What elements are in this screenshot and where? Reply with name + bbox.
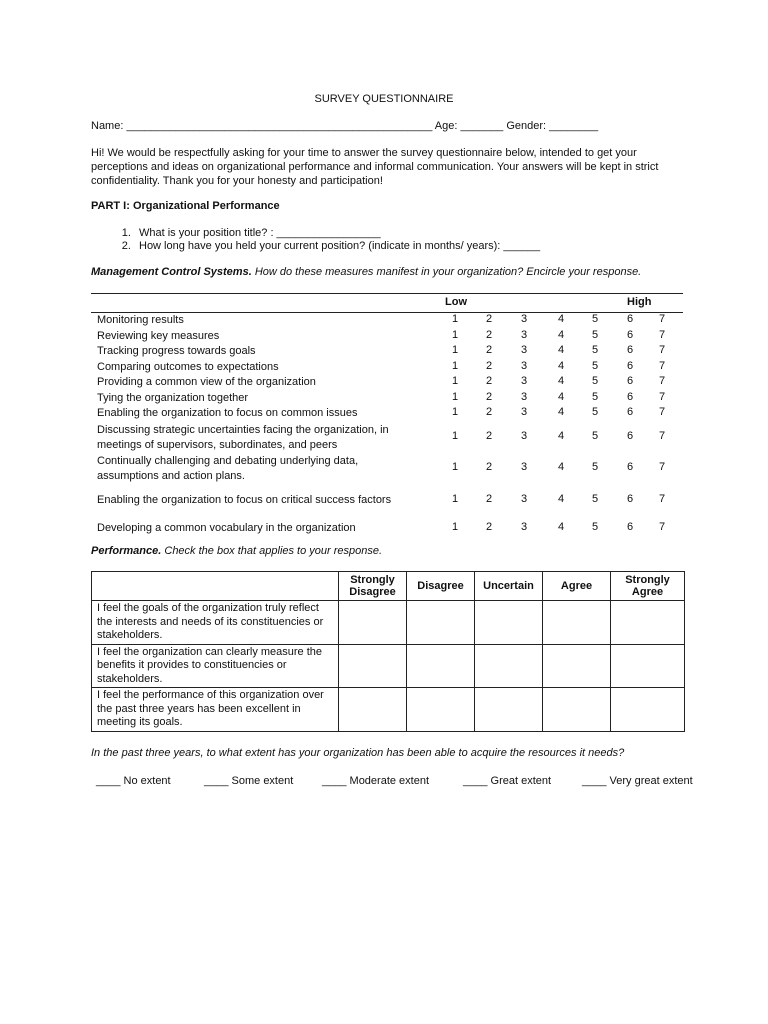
scale-option-6[interactable]: 6 [626,375,634,387]
scale-option-6[interactable]: 6 [626,390,634,403]
scale-row [91,360,683,376]
scale-row [91,344,683,360]
question-position-duration: 2. How long have you held your current position? (indicate in months/ years): ______ [134,240,540,253]
scale-option-6[interactable]: 6 [626,520,634,533]
performance-likert-table [91,571,685,732]
scale-option-5[interactable]: 5 [591,328,599,341]
scale-option-7[interactable]: 7 [658,328,666,341]
scale-row [91,375,683,391]
scale-option-2[interactable]: 2 [485,460,493,473]
scale-option-7[interactable]: 7 [658,429,666,442]
scale-option-1[interactable]: 1 [451,390,459,403]
scale-option-7[interactable]: 7 [658,375,666,387]
scale-option-3[interactable]: 3 [520,492,528,505]
scale-option-3[interactable]: 3 [520,359,528,372]
scale-option-1[interactable]: 1 [451,492,459,505]
scale-option-4[interactable]: 4 [557,429,565,442]
scale-option-4[interactable]: 4 [557,460,565,473]
scale-option-6[interactable]: 6 [626,359,634,372]
extent-option-moderate[interactable]: ____ Moderate extent [322,775,430,787]
scale-option-2[interactable]: 2 [485,390,493,403]
scale-row [91,406,683,422]
scale-option-4[interactable]: 4 [557,375,565,387]
mcs-instruction: How do these measures manifest in your organization? Encircle your response. [251,266,642,278]
scale-option-4[interactable]: 4 [557,520,565,533]
likert-checkbox-cell[interactable] [475,601,543,645]
likert-checkbox-cell[interactable] [407,601,475,645]
scale-option-2[interactable]: 2 [485,520,493,533]
scale-option-7[interactable]: 7 [658,520,666,533]
scale-option-7[interactable]: 7 [658,313,666,325]
scale-option-3[interactable]: 3 [520,375,528,387]
scale-option-4[interactable]: 4 [557,344,565,356]
document-title: SURVEY QUESTIONNAIRE [314,93,454,105]
scale-item-label: Enabling the organization to focus on common issues [97,407,358,419]
extent-option-great[interactable]: ____ Great extent [463,775,552,787]
scale-option-1[interactable]: 1 [451,375,459,387]
scale-option-2[interactable]: 2 [485,344,493,356]
extent-option-some[interactable]: ____ Some extent [204,775,294,787]
likert-header-strongly-agree: Strongly Agree [611,572,685,601]
scale-option-2[interactable]: 2 [485,429,493,442]
scale-header [91,294,683,312]
scale-option-5[interactable]: 5 [591,460,599,473]
scale-option-1[interactable]: 1 [451,344,459,356]
scale-item-label: Developing a common vocabulary in the organization [97,521,356,534]
scale-option-6[interactable]: 6 [626,328,634,341]
scale-option-4[interactable]: 4 [557,492,565,505]
scale-rows [91,313,683,538]
scale-option-2[interactable]: 2 [485,313,493,325]
scale-item-label: Continually challenging and debating underlying data, assumptions and action plans. [97,454,359,482]
likert-checkbox-cell[interactable] [339,688,407,732]
likert-row [92,601,685,645]
scale-option-3[interactable]: 3 [520,520,528,533]
part1-title: PART I: Organizational Performance [91,200,280,212]
scale-row [91,515,683,538]
scale-option-3[interactable]: 3 [520,344,528,356]
scale-option-3[interactable]: 3 [520,328,528,341]
resources-question: In the past three years, to what extent has your organization has been able to acquire the resources it needs? [91,747,625,759]
scale-option-1[interactable]: 1 [451,406,459,418]
scale-option-2[interactable]: 2 [485,492,493,505]
scale-high-label: High [627,296,652,308]
scale-option-7[interactable]: 7 [658,406,666,418]
scale-option-3[interactable]: 3 [520,429,528,442]
scale-row [91,484,683,515]
scale-option-7[interactable]: 7 [658,390,666,403]
scale-option-7[interactable]: 7 [658,344,666,356]
scale-low-label: Low [445,296,467,308]
scale-option-3[interactable]: 3 [520,460,528,473]
scale-item-label: Enabling the organization to focus on critical success factors [97,493,392,506]
likert-checkbox-cell[interactable] [407,688,475,732]
scale-option-6[interactable]: 6 [626,313,634,325]
likert-header-strongly-disagree: Strongly Disagree [339,572,407,601]
extent-option-no[interactable]: ____ No extent [96,775,171,787]
scale-row [91,453,683,484]
scale-row [91,391,683,407]
scale-option-2[interactable]: 2 [485,375,493,387]
likert-header-disagree: Disagree [407,572,475,601]
likert-checkbox-cell[interactable] [611,688,685,732]
scale-option-6[interactable]: 6 [626,406,634,418]
scale-option-1[interactable]: 1 [451,460,459,473]
likert-checkbox-cell[interactable] [339,601,407,645]
likert-statement: I feel the goals of the organization truly reflect the interests and needs of its constituencies or stakeholders. [92,601,339,645]
scale-option-7[interactable]: 7 [658,460,666,473]
scale-option-1[interactable]: 1 [451,328,459,341]
scale-option-4[interactable]: 4 [557,359,565,372]
scale-option-7[interactable]: 7 [658,359,666,372]
likert-checkbox-cell[interactable] [407,644,475,688]
scale-option-5[interactable]: 5 [591,520,599,533]
mcs-heading: Management Control Systems. [91,266,252,278]
scale-item-label: Discussing strategic uncertainties facing the organization, in meetings of supervisors, subordinates, and peers [97,423,389,451]
scale-option-4[interactable]: 4 [557,406,565,418]
scale-option-1[interactable]: 1 [451,313,459,325]
scale-option-5[interactable]: 5 [591,390,599,403]
scale-option-5[interactable]: 5 [591,359,599,372]
scale-option-5[interactable]: 5 [591,429,599,442]
scale-item-label: Monitoring results [97,314,184,326]
likert-header-agree: Agree [543,572,611,601]
scale-option-4[interactable]: 4 [557,313,565,325]
scale-option-3[interactable]: 3 [520,390,528,403]
likert-checkbox-cell[interactable] [543,601,611,645]
likert-checkbox-cell[interactable] [611,644,685,688]
scale-option-3[interactable]: 3 [520,313,528,325]
scale-option-4[interactable]: 4 [557,390,565,403]
likert-header-uncertain: Uncertain [475,572,543,601]
scale-item-label: Tying the organization together [97,391,249,404]
scale-option-6[interactable]: 6 [626,460,634,473]
scale-item-label: Tracking progress towards goals [97,345,256,357]
scale-option-1[interactable]: 1 [451,359,459,372]
question-list [91,227,540,253]
scale-option-5[interactable]: 5 [591,492,599,505]
scale-option-2[interactable]: 2 [485,359,493,372]
likert-checkbox-cell[interactable] [475,644,543,688]
scale-row [91,329,683,345]
name-age-gender-line: Name: __________________________________________________ Age: _______ Gender: ________ [91,120,599,132]
likert-checkbox-cell[interactable] [475,688,543,732]
scale-option-2[interactable]: 2 [485,406,493,418]
scale-option-4[interactable]: 4 [557,328,565,341]
likert-statement: I feel the performance of this organization over the past three years has been excellent in meeting its goals. [92,688,339,732]
likert-header-row [92,572,685,601]
likert-checkbox-cell[interactable] [611,601,685,645]
performance-heading: Performance. [91,545,162,557]
scale-option-5[interactable]: 5 [591,344,599,356]
extent-option-very-great[interactable]: ____ Very great extent [582,775,693,787]
mcs-instruction-line [91,266,641,278]
scale-option-7[interactable]: 7 [658,492,666,505]
scale-option-5[interactable]: 5 [591,375,599,387]
scale-option-1[interactable]: 1 [451,429,459,442]
likert-row [92,688,685,732]
likert-checkbox-cell[interactable] [543,688,611,732]
likert-checkbox-cell[interactable] [339,644,407,688]
scale-row [91,422,683,453]
performance-instruction: Check the box that applies to your response. [161,545,383,557]
scale-option-6[interactable]: 6 [626,429,634,442]
scale-row [91,313,683,329]
scale-option-2[interactable]: 2 [485,328,493,341]
mcs-scale-table [91,293,683,538]
intro-paragraph: Hi! We would be respectfully asking for your time to answer the survey questionnaire below, intended to get your perceptions and ideas on organizational performance and informal communication. Your answers will be kept in strict confidentiality. Thank you for your honesty and participation! [91,147,659,187]
likert-statement: I feel the organization can clearly measure the benefits it provides to constituencies or stakeholders. [92,644,339,688]
scale-option-6[interactable]: 6 [626,344,634,356]
likert-body [92,601,685,732]
scale-option-5[interactable]: 5 [591,313,599,325]
scale-item-label: Providing a common view of the organization [97,376,316,388]
scale-option-5[interactable]: 5 [591,406,599,418]
performance-instruction-line [91,545,382,557]
scale-item-label: Reviewing key measures [97,329,220,342]
scale-option-1[interactable]: 1 [451,520,459,533]
question-position-title: 1. What is your position title? : _________________ [134,227,540,240]
likert-checkbox-cell[interactable] [543,644,611,688]
scale-option-3[interactable]: 3 [520,406,528,418]
likert-row [92,644,685,688]
scale-option-6[interactable]: 6 [626,492,634,505]
scale-item-label: Comparing outcomes to expectations [97,360,279,373]
likert-header-blank [92,572,339,601]
